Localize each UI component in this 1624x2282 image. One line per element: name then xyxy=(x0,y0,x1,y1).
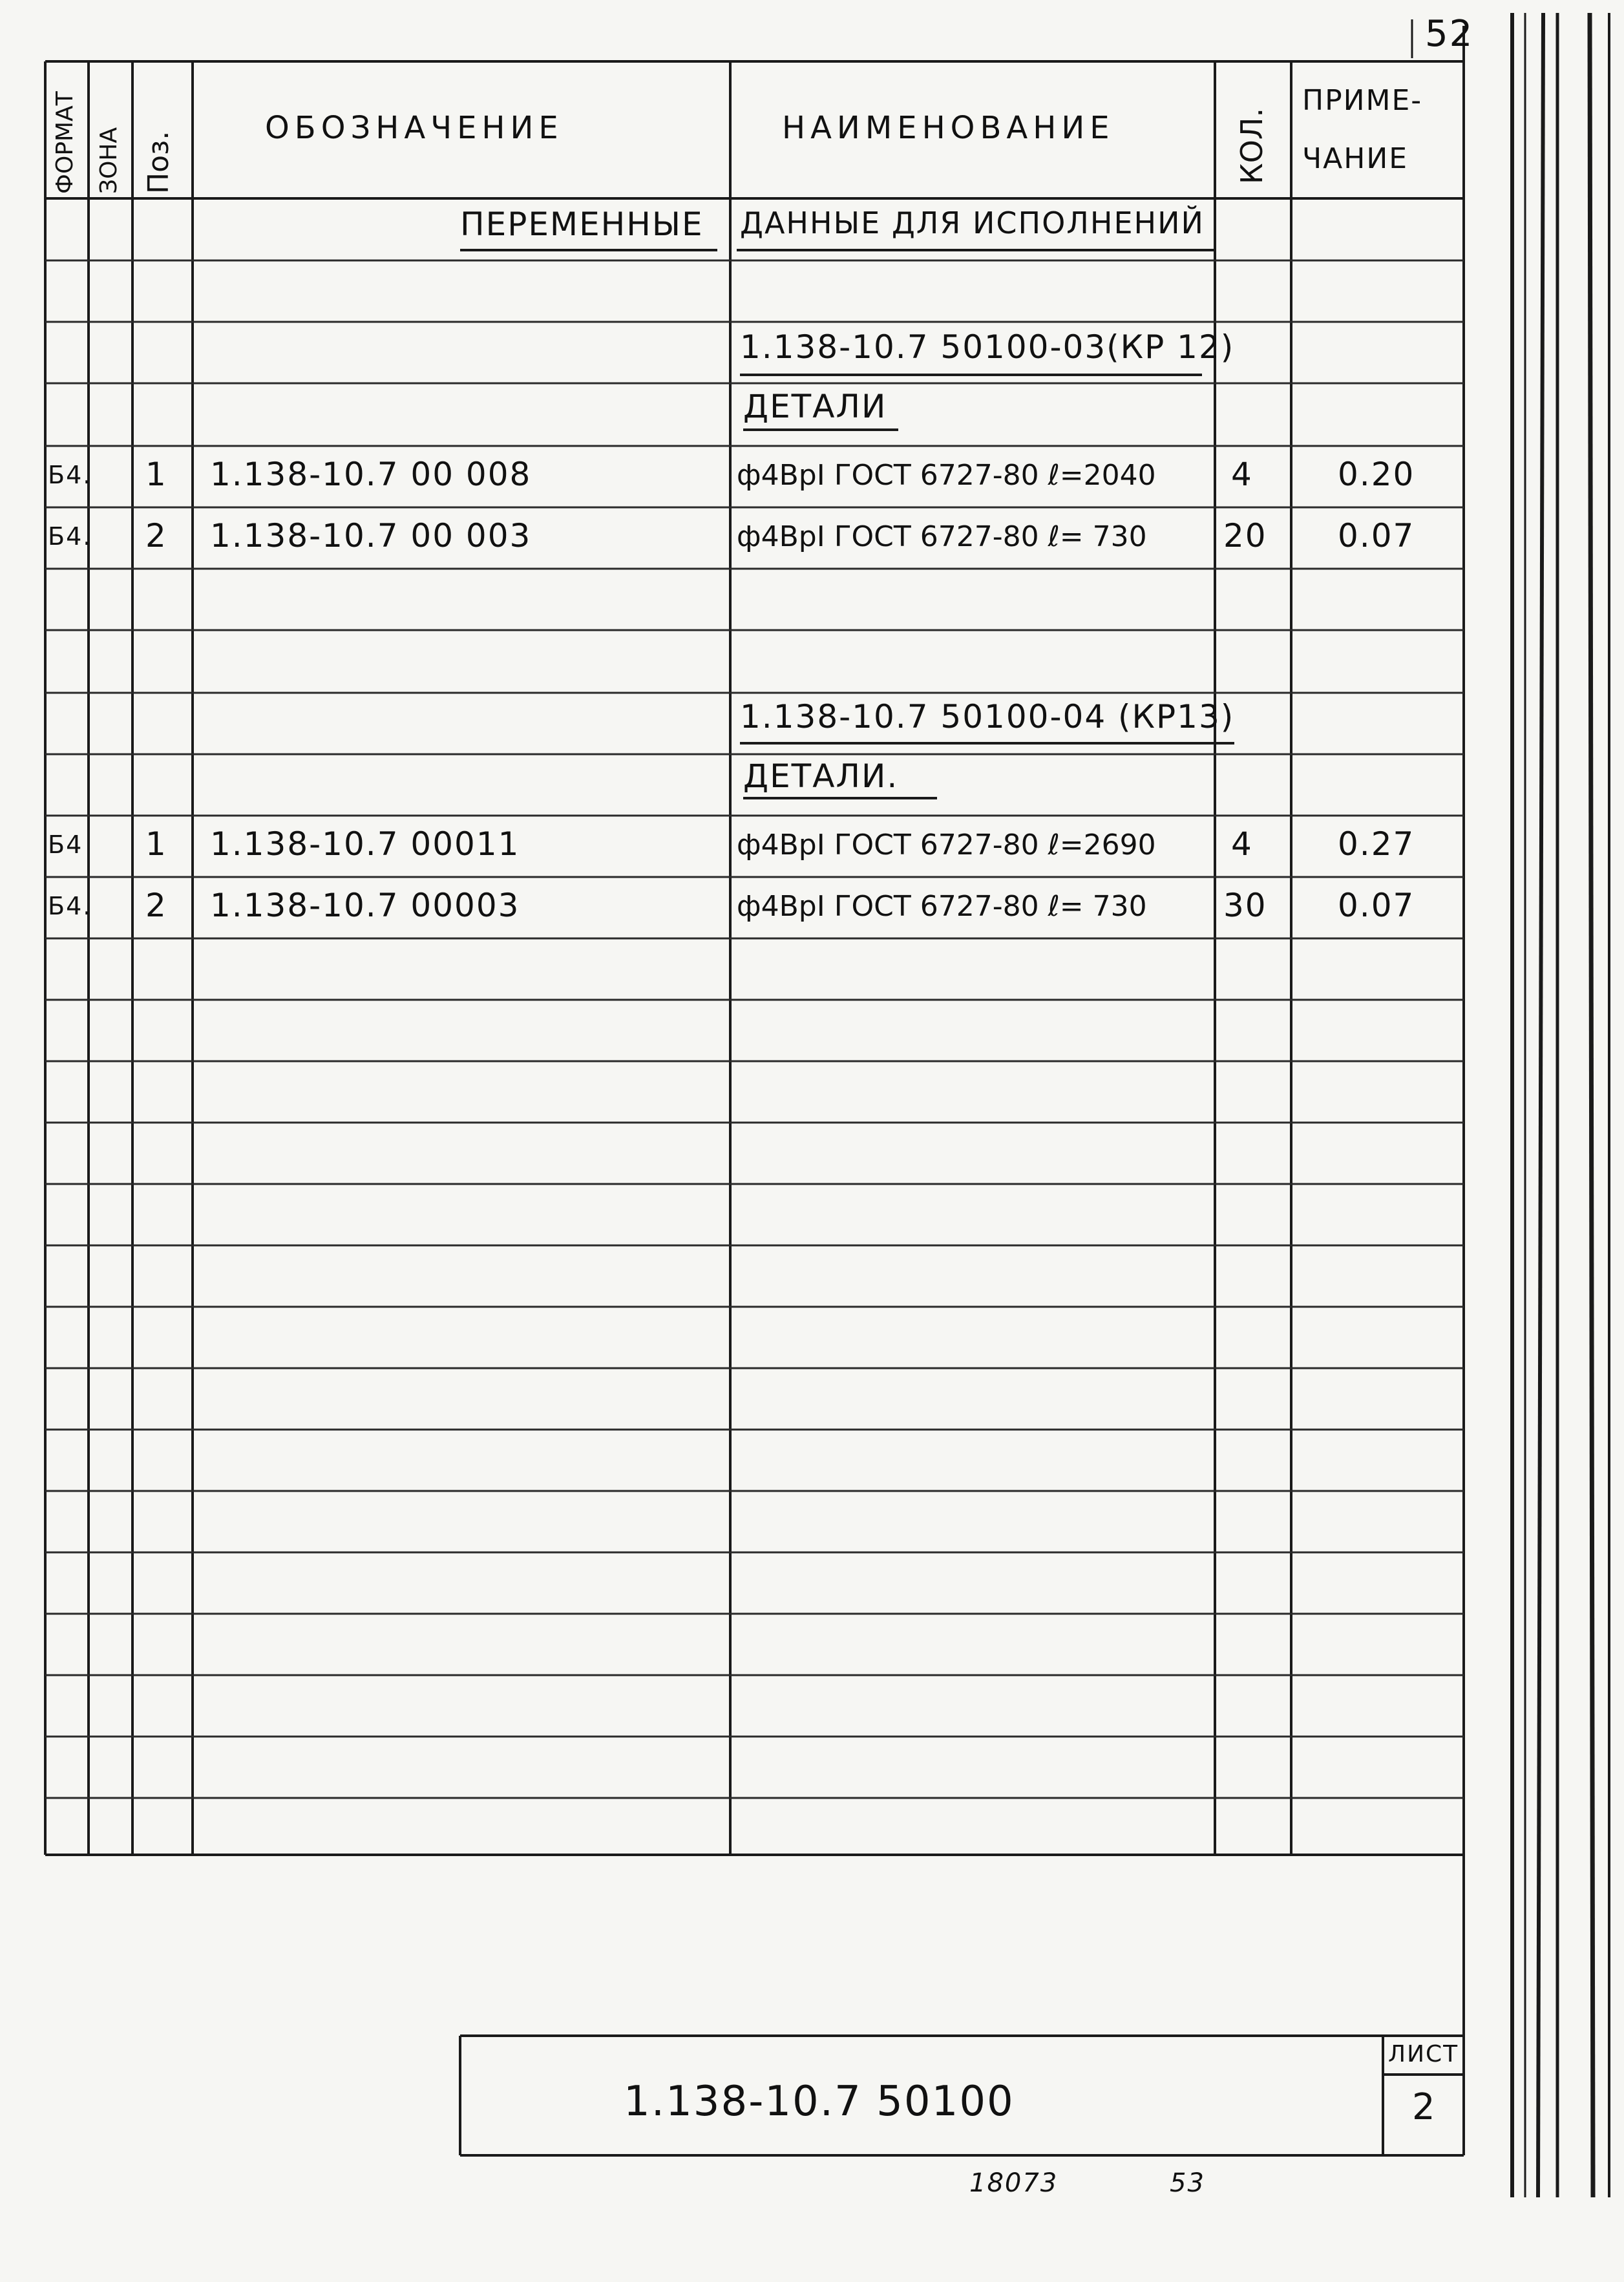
row-name: ф4ВрI ГОСТ 6727-80 ℓ=2690 xyxy=(737,829,1156,861)
row-designation: 1.138-10.7 00 003 xyxy=(210,517,532,555)
row-note: 0.27 xyxy=(1338,825,1415,863)
variant-title: 1.138-10.7 50100-03(КР 12) xyxy=(740,328,1235,366)
parts-label: ДЕТАЛИ. xyxy=(743,757,899,795)
column-header-designation: ОБОЗНАЧЕНИЕ xyxy=(265,110,564,146)
row-qty: 30 xyxy=(1223,887,1267,924)
sheet-label: ЛИСТ xyxy=(1388,2041,1459,2067)
row-designation: 1.138-10.7 00011 xyxy=(210,825,520,863)
document-number: 1.138-10.7 50100 xyxy=(624,2078,1015,2126)
row-format: Б4 xyxy=(48,830,83,859)
row-qty: 4 xyxy=(1231,456,1253,493)
variant-title: 1.138-10.7 50100-04 (КР13) xyxy=(740,698,1235,735)
row-format: Б4. xyxy=(48,892,92,920)
row-format: Б4. xyxy=(48,461,92,489)
sheet-number: 2 xyxy=(1412,2086,1437,2128)
row-qty: 20 xyxy=(1223,517,1267,555)
column-header-name: НАИМЕНОВАНИЕ xyxy=(782,110,1115,146)
row-qty: 4 xyxy=(1231,825,1253,863)
row-pos: 2 xyxy=(145,887,167,924)
section-title-left: ПЕРЕМЕННЫЕ xyxy=(460,206,704,243)
column-header-note-line2: ЧАНИЕ xyxy=(1302,142,1409,175)
column-header-qty: КОЛ. xyxy=(1234,107,1269,184)
row-note: 0.07 xyxy=(1338,887,1415,924)
footer-page-number: 53 xyxy=(1170,2168,1205,2198)
column-header-pos: Поз. xyxy=(142,131,175,194)
row-designation: 1.138-10.7 00 008 xyxy=(210,456,532,493)
column-header-zone: ЗОНА xyxy=(96,127,122,194)
row-pos: 2 xyxy=(145,517,167,555)
section-title-right: ДАННЫЕ ДЛЯ ИСПОЛНЕНИЙ xyxy=(740,206,1205,240)
column-header-note-line1: ПРИМЕ- xyxy=(1302,84,1423,117)
row-name: ф4ВрI ГОСТ 6727-80 ℓ= 730 xyxy=(737,520,1147,553)
archive-number: 18073 xyxy=(969,2168,1059,2198)
row-name: ф4ВрI ГОСТ 6727-80 ℓ=2040 xyxy=(737,459,1156,492)
row-note: 0.07 xyxy=(1338,517,1415,555)
row-note: 0.20 xyxy=(1338,456,1415,493)
page-corner-number: 52 xyxy=(1425,13,1474,55)
row-pos: 1 xyxy=(145,825,167,863)
row-designation: 1.138-10.7 00003 xyxy=(210,887,520,924)
row-format: Б4. xyxy=(48,522,92,551)
row-pos: 1 xyxy=(145,456,167,493)
column-header-format: ФОРМАТ xyxy=(52,91,78,194)
row-name: ф4ВрI ГОСТ 6727-80 ℓ= 730 xyxy=(737,890,1147,923)
parts-label: ДЕТАЛИ xyxy=(743,388,887,425)
